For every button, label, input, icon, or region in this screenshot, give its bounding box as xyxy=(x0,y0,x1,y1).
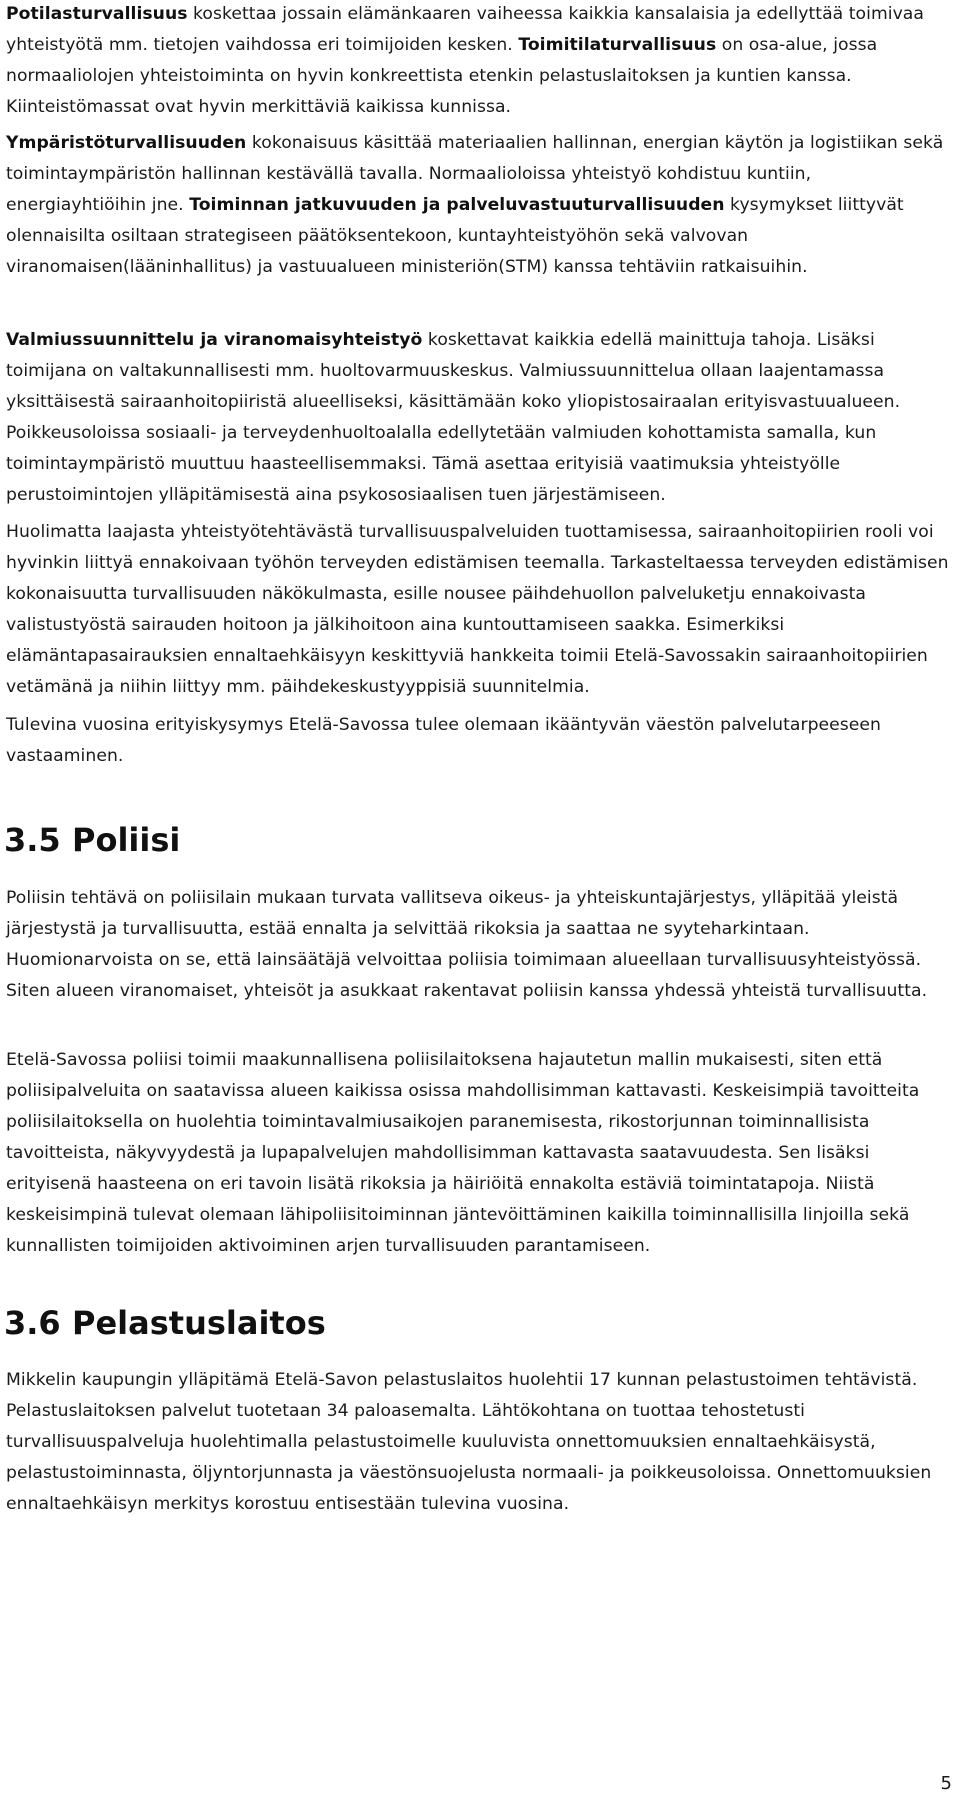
paragraph-potilasturvallisuus: Potilasturvallisuus koskettaa jossain elämänkaaren vaiheessa kaikkia kansalaisia ja edellyttää toimivaa yhteistyötä mm. tietojen vaihdossa eri toimijoiden kesken. Toimitilaturvallisuus on osa-alue, jossa normaaliolojen yhteistoiminta on hyvin konkreettista etenkin pelastuslaitoksen ja kuntien kanssa. Kiinteistömassat ovat hyvin merkittäviä kaikissa kunnissa. xyxy=(6,4,924,117)
section-number: 3.5 xyxy=(4,821,61,859)
paragraph-pelastuslaitos: Mikkelin kaupungin ylläpitämä Etelä-Savon pelastuslaitos huolehtii 17 kunnan pelastustoimen tehtävistä. Pelastuslaitoksen palvelut tuotetaan 34 paloasemalta. Lähtökohtana on tuottaa tehostetusti turvallisuuspalveluja huolehtimalla pelastustoimelle kuuluvista onnettomuuksien ennaltaehkäisystä, pelastustoiminnasta, öljyntorjunnasta ja väestönsuojelusta normaali- ja poikkeusoloissa. Onnettomuuksien ennaltaehkäisyn merkitys korostuu entisestään tulevina vuosina. xyxy=(6,1370,932,1514)
paragraph-poliisi-1: Poliisin tehtävä on poliisilain mukaan turvata vallitseva oikeus- ja yhteiskuntajärjestys, ylläpitää yleistä järjestystä ja turvallisuutta, estää ennalta ja selvittää rikoksia ja saattaa ne syyteharkintaan. Huomionarvoista on se, että lainsäätäjä velvoittaa poliisia toimimaan alueellaan turvallisuusyhteistyössä. Siten alueen viranomaiset, yhteisöt ja asukkaat rakentavat poliisin kanssa yhdessä yhteistä turvallisuutta. xyxy=(6,888,928,1001)
paragraph-poliisi-2: Etelä-Savossa poliisi toimii maakunnallisena poliisilaitoksena hajautetun mallin mukaisesti, siten että poliisipalveluita on saatavissa alueen kaikissa osissa mahdollisimman kattavasti. Keskeisimpiä tavoitteita poliisilaitoksella on huolehtia toimintavalmiusaikojen paranemisesta, rikostorjunnan toiminnallisista tavoitteista, näkyvyydestä ja lupapalvelujen mahdollisimman kattavasta saatavuudesta. Sen lisäksi erityisenä haasteena on eri tavoin lisätä rikoksia ja häiriöitä ennakolta estäviä toimintatapoja. Niistä keskeisimpinä tulevat olemaan lähipoliisitoiminnan jäntevöittäminen kaikilla toiminnallisilla linjoilla sekä kunnallisten toimijoiden aktivoiminen arjen turvallisuuden parantamiseen. xyxy=(6,1050,920,1256)
section-title: Pelastuslaitos xyxy=(72,1304,326,1342)
term-toiminnan-jatkuvuus: Toiminnan jatkuvuuden ja palveluvastuuturvallisuuden xyxy=(189,195,725,215)
paragraph-tulevina-vuosina: Tulevina vuosina erityiskysymys Etelä-Savossa tulee olemaan ikääntyvän väestön palvelutarpeeseen vastaaminen. xyxy=(6,715,881,766)
page-number: 5 xyxy=(940,1773,952,1794)
section-heading-poliisi xyxy=(4,820,180,860)
paragraph-valmiussuunnittelu: Valmiussuunnittelu ja viranomaisyhteistyö koskettavat kaikkia edellä mainittuja tahoja. Lisäksi toimijana on valtakunnallisesti mm. huoltovarmuuskeskus. Valmiussuunnittelua ollaan laajentamassa yksittäisestä sairaanhoitopiiristä alueelliseksi, käsittämään koko yliopistosairaalan erityisvastuualueen. Poikkeusoloissa sosiaali- ja terveydenhuoltoalalla edellytetään valmiuden kohottamista samalla, kun toimintaympäristö muuttuu haasteellisemmaksi. Tämä asettaa erityisiä vaatimuksia yhteistyölle perustoimintojen ylläpitämisestä aina psykososiaalisen tuen järjestämiseen. xyxy=(6,330,901,505)
section-number: 3.6 xyxy=(4,1304,61,1342)
term-valmiussuunnittelu: Valmiussuunnittelu ja viranomaisyhteistyö xyxy=(6,330,423,350)
term-potilasturvallisuus: Potilasturvallisuus xyxy=(6,4,188,24)
paragraph-huolimatta: Huolimatta laajasta yhteistyötehtävästä turvallisuuspalveluiden tuottamisessa, sairaanhoitopiirien rooli voi hyvinkin liittyä ennakoivaan työhön terveyden edistämisen teemalla. Tarkasteltaessa terveyden edistämisen kokonaisuutta turvallisuuden näkökulmasta, esille nousee päihdehuollon palveluketju ennakoivasta valistustyöstä sairauden hoitoon ja jälkihoitoon aina kuntouttamiseen saakka. Esimerkiksi elämäntapasairauksien ennaltaehkäisyyn keskittyviä hankkeita toimii Etelä-Savossakin sairaanhoitopiirien vetämänä ja niihin liittyy mm. päihdekeskustyyppisiä suunnitelmia. xyxy=(6,522,949,697)
term-ymparistoturvallisuus: Ympäristöturvallisuuden xyxy=(6,133,247,153)
term-toimitilaturvallisuus: Toimitilaturvallisuus xyxy=(518,35,717,55)
section-title: Poliisi xyxy=(72,821,181,859)
section-heading-pelastuslaitos xyxy=(4,1303,326,1343)
paragraph-ymparistoturvallisuus: Ympäristöturvallisuuden kokonaisuus käsittää materiaalien hallinnan, energian käytön ja logistiikan sekä toimintaympäristön hallinnan kestävällä tavalla. Normaalioloissa yhteistyö kohdistuu kuntiin, energiayhtiöihin jne. Toiminnan jatkuvuuden ja palveluvastuuturvallisuuden kysymykset liittyvät olennaisilta osiltaan strategiseen päätöksentekoon, kuntayhteistyöhön sekä valvovan viranomaisen(lääninhallitus) ja vastuualueen ministeriön(STM) kanssa tehtäviin ratkaisuihin. xyxy=(6,133,944,277)
